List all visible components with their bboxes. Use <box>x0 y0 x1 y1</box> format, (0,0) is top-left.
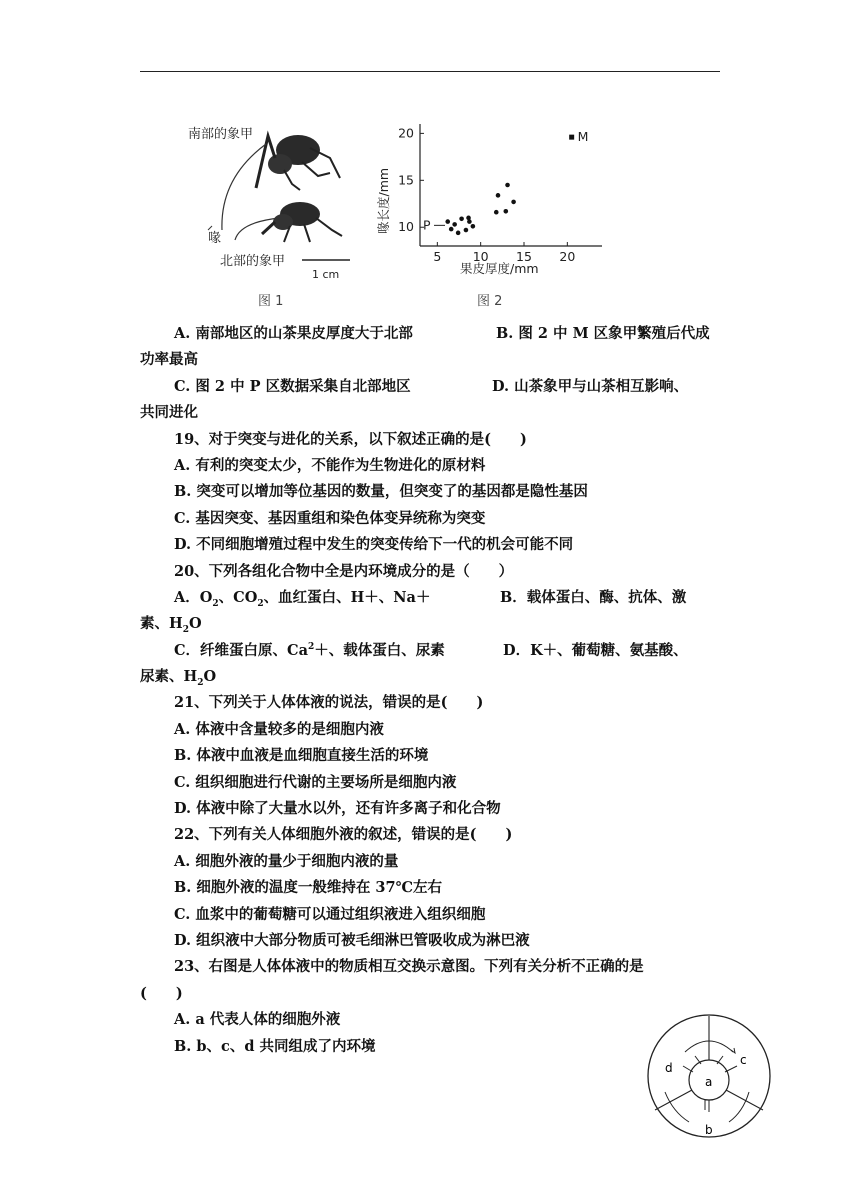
q20-option-a-line <box>140 585 725 611</box>
data-point <box>445 219 450 224</box>
data-point <box>466 216 471 221</box>
diagram-label-d: d <box>665 1061 673 1075</box>
y-tick-label: 10 <box>398 219 414 235</box>
label-north-weevil: 北部的象甲 <box>220 254 286 269</box>
data-point <box>464 228 469 233</box>
y-axis-label: 喙长度/mm <box>376 167 391 234</box>
figure-1-caption: 图 1 <box>258 294 284 309</box>
q22-option-b: B. 细胞外液的温度一般维持在 37℃左右 <box>174 879 442 897</box>
point-label-p: P <box>423 217 431 233</box>
north-weevil-image <box>262 202 342 242</box>
header-rule <box>140 71 720 72</box>
q20-option-c: C．纤维蛋白原、$Ca^2+$、载体蛋白、尿素 <box>174 641 445 659</box>
q23-stem: 23、右图是人体体液中的物质相互交换示意图。下列有关分析不正确的是 <box>174 958 644 976</box>
label-south-weevil: 南部的象甲 <box>188 127 254 142</box>
q22-option-d: D. 组织液中大部分物质可被毛细淋巴管吸收成为淋巴液 <box>174 931 530 949</box>
data-point <box>452 222 457 227</box>
figure-2-scatter-chart <box>370 116 610 286</box>
data-point <box>494 210 499 215</box>
label-beak: 喙 <box>208 231 222 246</box>
q23-option-b: B. b、c、d 共同组成了内环境 <box>174 1037 376 1055</box>
south-weevil-image <box>256 135 340 190</box>
q18-option-d: D. 山茶象甲与山茶相互影响、 <box>492 377 689 395</box>
body-fluid-diagram <box>645 1012 773 1140</box>
data-point <box>471 224 476 229</box>
diagram-label-b: b <box>705 1123 713 1137</box>
point-label-m: M <box>577 129 589 145</box>
q21-option-a: A. 体液中含量较多的是细胞内液 <box>174 720 384 738</box>
data-point <box>449 227 454 232</box>
q20-stem: 20、下列各组化合物中全是内环境成分的是（ ） <box>174 562 514 580</box>
q21-option-c: C. 组织细胞进行代谢的主要场所是细胞内液 <box>174 773 457 791</box>
q20-option-d-cont: 尿素、$H_2O$ <box>140 668 217 688</box>
q22-option-c: C. 血浆中的葡萄糖可以通过组织液进入组织细胞 <box>174 905 486 923</box>
q23-option-a: A. a 代表人体的细胞外液 <box>174 1011 341 1029</box>
q19-option-b: B. 突变可以增加等位基因的数量，但突变了的基因都是隐性基因 <box>174 483 588 501</box>
q18-option-d-cont: 共同进化 <box>140 404 198 422</box>
q20-option-d: D．K＋、葡萄糖、氨基酸、 <box>503 641 688 659</box>
q21-stem: 21、下列关于人体体液的说法，错误的是( ) <box>174 694 484 712</box>
q18-option-c: C. 图 2 中 P 区数据采集自北部地区 <box>174 377 411 395</box>
figure-1-weevils <box>180 118 370 288</box>
q21-option-d: D. 体液中除了大量水以外，还有许多离子和化合物 <box>174 800 501 818</box>
q19-option-a: A. 有利的突变太少，不能作为生物进化的原材料 <box>174 456 486 474</box>
point-m <box>569 135 574 140</box>
diagram-label-a: a <box>705 1075 713 1089</box>
q22-option-a: A. 细胞外液的量少于细胞内液的量 <box>174 852 399 870</box>
q20-option-a: A．$O_2$、$CO_2$、血红蛋白、H＋、Na＋ <box>174 588 431 609</box>
q18-option-b-cont: 功率最高 <box>140 351 198 369</box>
q18-option-a: A. 南部地区的山茶果皮厚度大于北部 <box>174 325 413 342</box>
q18-option-b: B. 图 2 中 M 区象甲繁殖后代成 <box>496 325 710 342</box>
q19-stem: 19、对于突变与进化的关系，以下叙述正确的是( ) <box>174 430 527 448</box>
q18-option-a-line <box>140 321 725 347</box>
q20-option-b: B．载体蛋白、酶、抗体、激 <box>500 588 687 606</box>
q21-option-b: B. 体液中血液是血细胞直接生活的环境 <box>174 747 429 765</box>
scale-label: 1 cm <box>312 268 340 281</box>
x-tick-label: 5 <box>433 249 442 264</box>
data-point <box>504 209 509 214</box>
y-tick-label: 20 <box>398 125 414 141</box>
q23-stem-cont: ( ) <box>140 984 183 1002</box>
q18-option-c-line <box>140 374 725 400</box>
x-tick-label: 10 <box>472 249 489 264</box>
y-tick-label: 15 <box>398 172 414 188</box>
q19-option-d: D. 不同细胞增殖过程中发生的突变传给下一代的机会可能不同 <box>174 536 574 554</box>
q19-option-c: C. 基因突变、基因重组和染色体变异统称为突变 <box>174 509 486 527</box>
x-axis-label: 果皮厚度/mm <box>460 261 539 276</box>
x-tick-label: 20 <box>559 249 576 264</box>
x-tick-label: 15 <box>516 249 532 264</box>
figure-2-caption: 图 2 <box>477 294 503 309</box>
q20-option-c-line <box>140 638 725 664</box>
data-point <box>496 193 501 198</box>
data-point <box>456 231 461 236</box>
data-point <box>459 216 464 221</box>
q20-option-b-cont: 素、$H_2O$ <box>140 615 202 636</box>
q22-stem: 22、下列有关人体细胞外液的叙述，错误的是( ) <box>174 826 513 844</box>
data-point <box>511 200 516 205</box>
data-point <box>505 183 510 188</box>
diagram-label-c: c <box>740 1053 747 1067</box>
